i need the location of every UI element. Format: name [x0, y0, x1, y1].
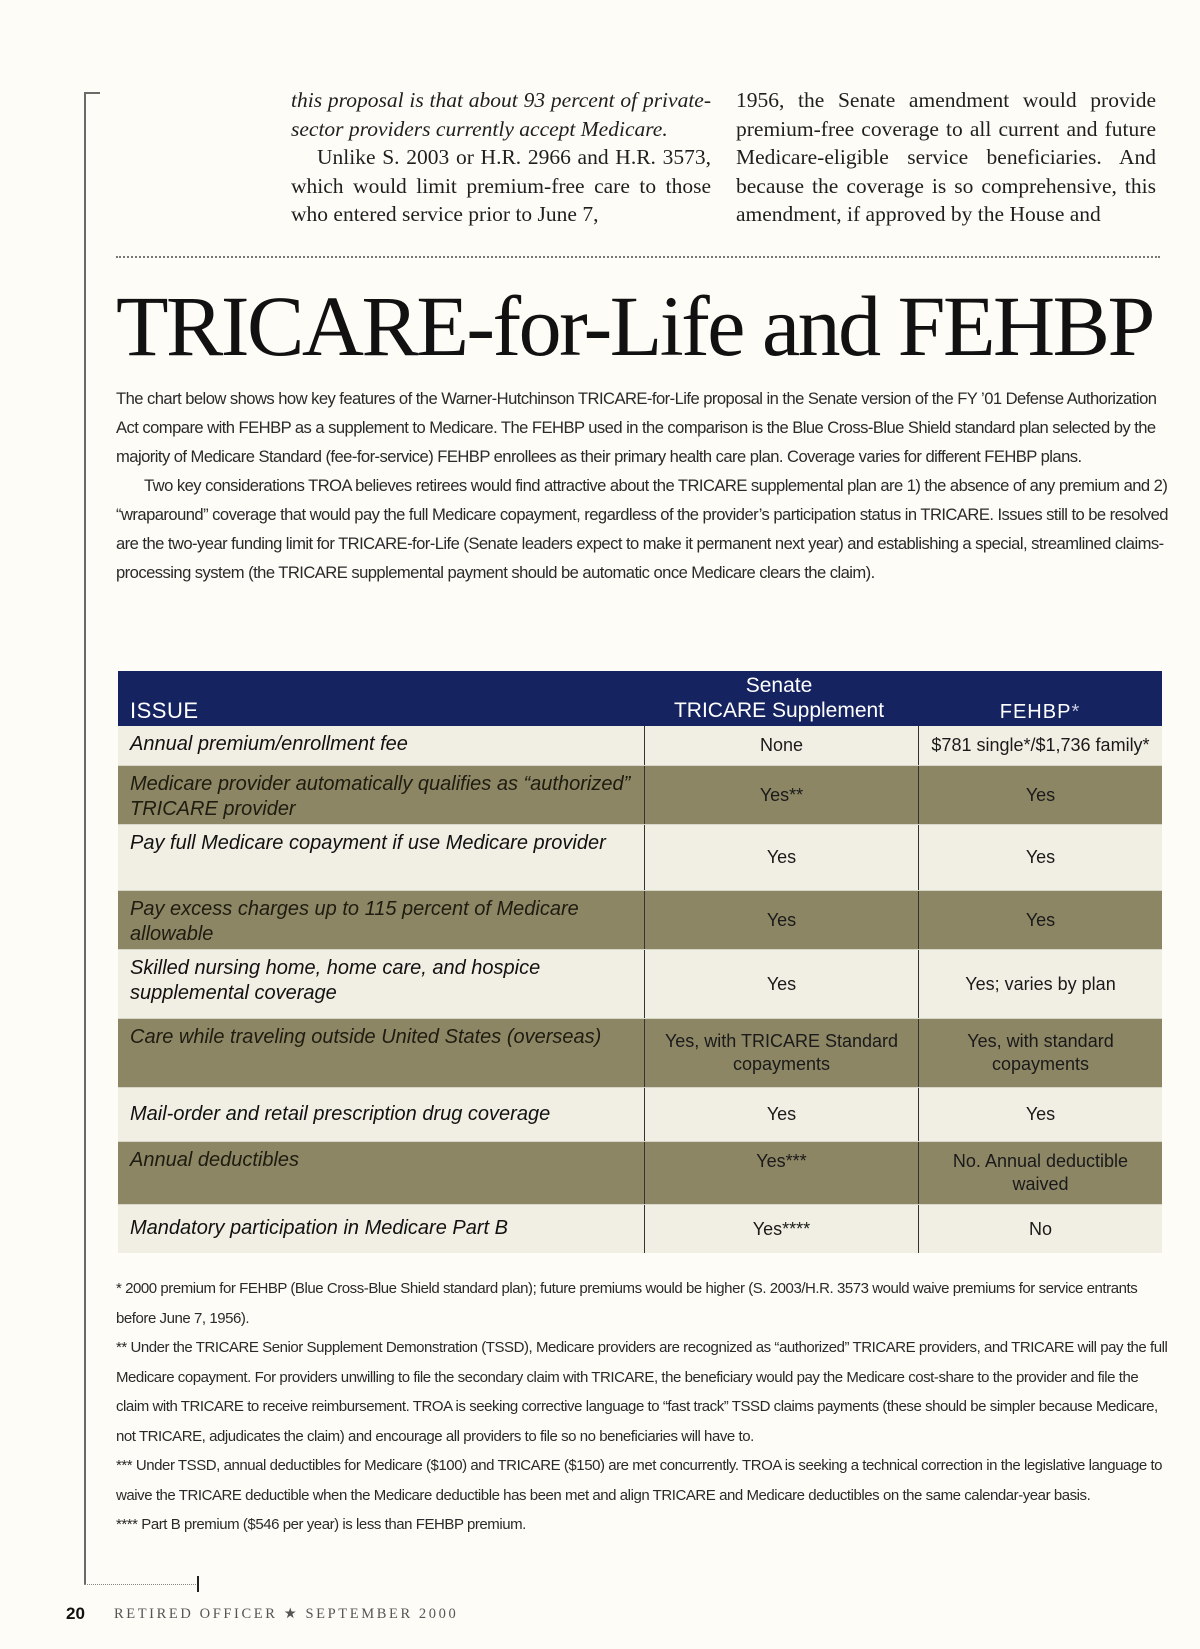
intro-text — [116, 384, 1168, 587]
header-fehbp — [918, 701, 1162, 724]
cell-issue: Mandatory participation in Medicare Part B — [130, 1217, 508, 1239]
margin-bracket — [84, 92, 86, 1584]
cell-issue: Care while traveling outside United States (overseas) — [130, 1026, 602, 1048]
page-title: TRICARE-for-Life and FEHBP — [116, 278, 1153, 374]
table-row — [118, 1142, 1162, 1205]
cell-fehbp: Yes — [918, 825, 1162, 890]
cell-senate: Yes — [644, 950, 918, 1018]
header-senate-line1: Senate — [745, 674, 813, 697]
cell-issue: Annual deductibles — [130, 1149, 300, 1171]
cell-fehbp: Yes — [918, 891, 1162, 949]
comparison-table — [118, 671, 1162, 1253]
cell-senate: Yes**** — [644, 1205, 918, 1253]
cell-fehbp: No. Annual deductible waived — [918, 1142, 1162, 1204]
article-column-left — [291, 86, 711, 229]
column-italic-text: this proposal is that about 93 percent of private-sector providers currently accept Medicare. — [291, 88, 711, 141]
header-fehbp-mark: * — [1071, 701, 1081, 723]
article-column-right — [736, 86, 1156, 229]
cell-fehbp: Yes, with standard copayments — [918, 1019, 1162, 1087]
footnotes — [116, 1274, 1168, 1540]
header-issue: ISSUE — [130, 698, 199, 723]
cell-fehbp: Yes — [918, 1088, 1162, 1141]
cell-senate: Yes** — [644, 766, 918, 824]
cell-fehbp: No — [918, 1205, 1162, 1253]
header-fehbp-label: FEHBP — [999, 701, 1072, 723]
cell-senate: Yes — [644, 891, 918, 949]
section-divider — [116, 256, 1160, 258]
cell-senate: Yes, with TRICARE Standard copayments — [644, 1019, 918, 1087]
cell-issue: Pay excess charges up to 115 percent of Medicare allowable — [130, 898, 579, 945]
table-row — [118, 1019, 1162, 1088]
margin-bracket-tick — [197, 1576, 199, 1592]
table-row — [118, 950, 1162, 1019]
cell-issue: Skilled nursing home, home care, and hospice supplemental coverage — [130, 957, 541, 1004]
intro-paragraph: Two key considerations TROA believes retirees would find attractive about the TRICARE supplemental plan are 1) the absence of any premium and 2) “wraparound” coverage that would pay the full Medicare copayment, regardless of the provider’s participation status in TRICARE. Issues still to be resolved are the two-year funding limit for TRICARE-for-Life (Senate leaders expect to make it permanent next year) and establishing a special, streamlined claims-processing system (the TRICARE supplemental payment should be automatic once Medicare clears the claim). — [116, 476, 1168, 582]
intro-paragraph: The chart below shows how key features of the Warner-Hutchinson TRICARE-for-Life proposal in the Senate version of the FY ’01 Defense Authorization Act compare with FEHBP as a supplement to Medicare. The FEHBP used in the comparison is the Blue Cross-Blue Shield standard plan selected by the majority of Medicare Standard (fee-for-service) FEHBP enrollees as their primary health care plan. Coverage varies for different FEHBP plans. — [116, 389, 1157, 466]
header-senate — [644, 673, 914, 723]
cell-senate: Yes*** — [644, 1142, 918, 1204]
cell-fehbp: $781 single*/$1,736 family* — [918, 726, 1162, 765]
cell-issue: Mail-order and retail prescription drug coverage — [130, 1103, 551, 1125]
header-senate-line2: TRICARE Supplement — [673, 699, 885, 722]
running-footer: RETIRED OFFICER ★ SEPTEMBER 2000 — [114, 1606, 459, 1622]
column-body-text: Unlike S. 2003 or H.R. 2966 and H.R. 3573, which would limit premium-free care to those who entered service prior to June 7, — [291, 145, 711, 226]
cell-fehbp: Yes; varies by plan — [918, 950, 1162, 1018]
cell-senate: None — [644, 726, 918, 765]
cell-issue: Pay full Medicare copayment if use Medicare provider — [130, 832, 606, 854]
table-row — [118, 1205, 1162, 1253]
page-number: 20 — [66, 1604, 85, 1623]
cell-fehbp: Yes — [918, 766, 1162, 824]
footnote: *** Under TSSD, annual deductibles for Medicare ($100) and TRICARE ($150) are met concurrently. TROA is seeking a technical correction in the legislative language to waive the TRICARE deductible when the Medicare deductible has been met and align TRICARE and Medicare deductibles on the same calendar-year basis. — [116, 1457, 1163, 1504]
cell-issue: Medicare provider automatically qualifies as “authorized” TRICARE provider — [130, 773, 631, 820]
footnote: * 2000 premium for FEHBP (Blue Cross-Blue Shield standard plan); future premiums would be higher (S. 2003/H.R. 3573 would waive premiums for service entrants before June 7, 1956). — [116, 1280, 1138, 1327]
cell-issue: Annual premium/enrollment fee — [130, 733, 408, 755]
table-row — [118, 1088, 1162, 1142]
table-row — [118, 825, 1162, 891]
cell-senate: Yes — [644, 825, 918, 890]
table-row — [118, 891, 1162, 950]
column-body-text: 1956, the Senate amendment would provide premium-free coverage to all current and future Medicare-eligible service beneficiaries. And because the coverage is so comprehensive, this amendment, if approved by the House and — [736, 88, 1156, 226]
table-row — [118, 726, 1162, 766]
table-header — [118, 671, 1162, 726]
margin-bracket-top — [84, 92, 100, 94]
margin-bracket-bottom — [84, 1584, 196, 1585]
table-row — [118, 766, 1162, 825]
footnote: ** Under the TRICARE Senior Supplement Demonstration (TSSD), Medicare providers are recognized as “authorized” TRICARE providers, and TRICARE will pay the full Medicare copayment. For providers unwilling to file the secondary claim with TRICARE, the beneficiary would pay the Medicare cost-share to the provider and file the claim with TRICARE to receive reimbursement. TROA is seeking corrective language to “fast track” TSSD claims payments (these should be simpler because Medicare, not TRICARE, adjudicates the claim) and encourage all providers to file so no beneficiaries will have to. — [116, 1339, 1168, 1445]
cell-senate: Yes — [644, 1088, 918, 1141]
footnote: **** Part B premium ($546 per year) is less than FEHBP premium. — [116, 1516, 526, 1533]
